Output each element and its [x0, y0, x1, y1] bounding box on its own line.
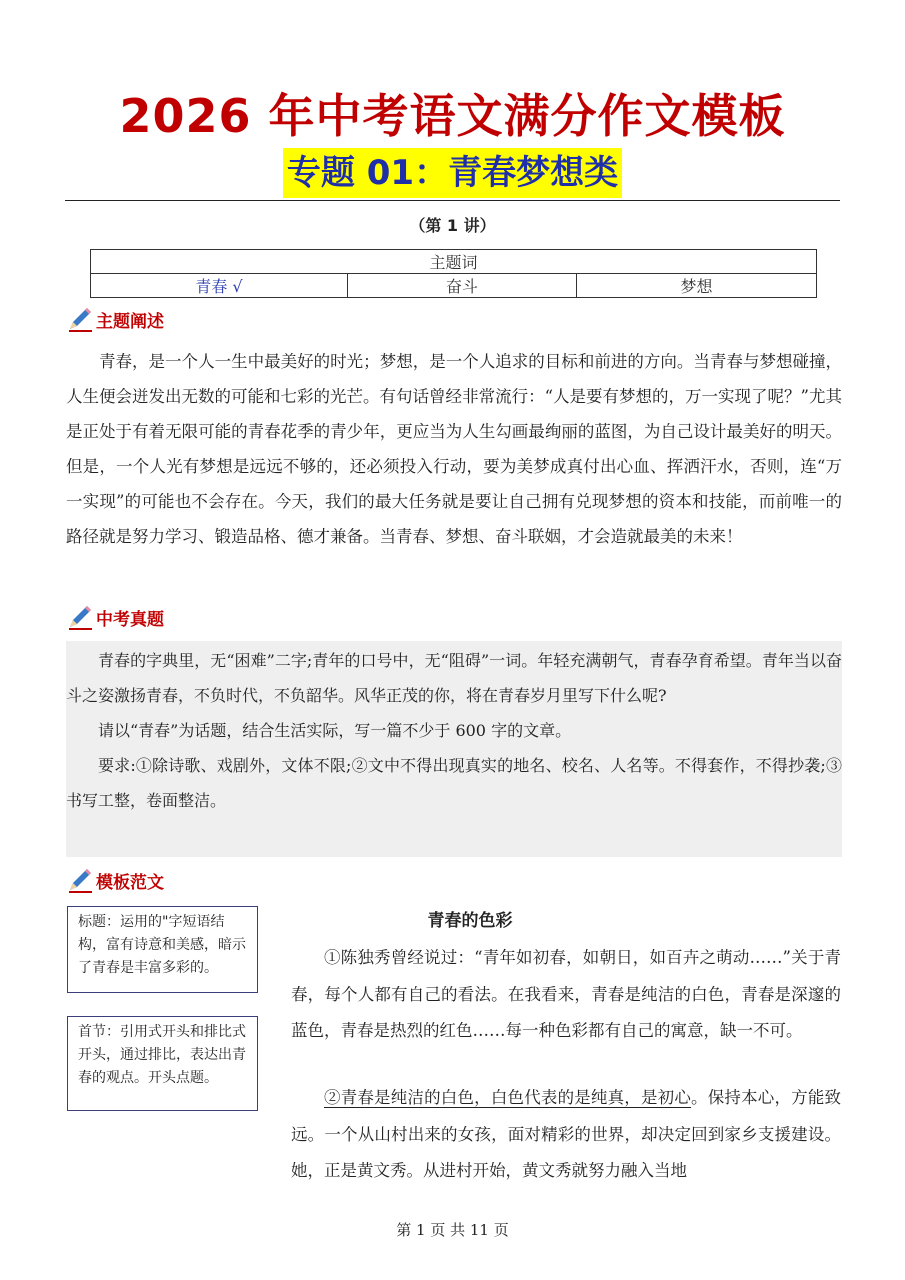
page-footer: 第 1 页 共 11 页: [396, 1221, 509, 1239]
essay-title: 青春的色彩: [427, 911, 513, 931]
annotation-box-title: 标题：运用的"字短语结构，富有诗意和美感，暗示了青春是丰富多彩的。: [67, 906, 258, 993]
keyword-table-header: 主题词: [91, 250, 817, 274]
exam-paragraph-3: 要求:①除诗歌、戏剧外，文体不限;②文中不得出现真实的地名、校名、人名等。不得套作，不得抄袭;③书写工整，卷面整洁。: [66, 756, 842, 810]
annotation-box-opening: 首节：引用式开头和排比式开头，通过排比，表达出青春的观点。开头点题。: [67, 1016, 258, 1111]
title-divider: [65, 200, 840, 201]
keyword-cell-mengxiang: 梦想: [577, 274, 817, 298]
keyword-cell-fendou: 奋斗: [348, 274, 577, 298]
essay-paragraph-2: [291, 1080, 841, 1190]
section-label-template: 模板范文: [96, 872, 164, 893]
essay-paragraph-1: ①陈独秀曾经说过：“青年如初春，如朝日，如百卉之萌动……”关于青春，每个人都有自己的看法。在我看来，青春是纯洁的白色，青春是深邃的蓝色，青春是热烈的红色……每一种色彩都有自己的寓意，缺一不可。: [291, 948, 841, 1040]
exam-question-box: [66, 641, 842, 857]
subtitle-wrap: [0, 148, 905, 198]
lecture-label: （第 1 讲）: [409, 216, 496, 235]
pencil-icon: [66, 603, 94, 631]
pencil-icon: [66, 866, 94, 894]
pencil-icon: [66, 305, 94, 333]
essay-underlined-sentence: ②青春是纯洁的白色，白色代表的是纯真，是初心: [324, 1088, 692, 1107]
exam-paragraph-1: 青春的字典里，无“困难”二字;青年的口号中，无“阻碍”一词。年轻充满朝气，青春孕育希望。青年当以奋斗之姿激扬青春，不负时代，不负韶华。风华正茂的你，将在青春岁月里写下什么呢?: [66, 651, 842, 705]
exam-paragraph-2: 请以“青春”为话题，结合生活实际，写一篇不少于 600 字的文章。: [98, 721, 572, 740]
keyword-table: [90, 249, 817, 298]
section-label-theme: 主题阐述: [96, 311, 164, 332]
keyword-cell-qingchun: 青春 √: [91, 274, 348, 298]
essay-paragraph-2-rest: 。保持本心，方能致远。一个从山村出来的女孩，面对精彩的世界，却决定回到家乡支援建设。她，正是黄文秀。从进村开始，黄文秀就努力融入当地: [291, 1088, 842, 1180]
page-title: 2026 年中考语文满分作文模板: [119, 89, 786, 143]
section-heading-exam: [66, 603, 164, 631]
theme-paragraph: 青春，是一个人一生中最美好的时光；梦想，是一个人追求的目标和前进的方向。当青春与梦想碰撞，人生便会迸发出无数的可能和七彩的光芒。有句话曾经非常流行：“人是要有梦想的，万一实现了呢？”尤其是正处于有着无限可能的青春花季的青少年，更应当为人生勾画最绚丽的蓝图，为自己设计最美好的明天。但是，一个人光有梦想是远远不够的，还必须投入行动，要为美梦成真付出心血、挥洒汗水，否则，连“万一实现”的可能也不会存在。今天，我们的最大任务就是要让自己拥有兑现梦想的资本和技能，而前唯一的路径就是努力学习、锻造品格、德才兼备。当青春、梦想、奋斗联姻，才会造就最美的未来！: [66, 352, 842, 546]
section-heading-theme: [66, 305, 164, 333]
section-heading-template: [66, 866, 164, 894]
subtitle: 专题 01：青春梦想类: [283, 148, 622, 198]
section-label-exam: 中考真题: [96, 609, 164, 630]
